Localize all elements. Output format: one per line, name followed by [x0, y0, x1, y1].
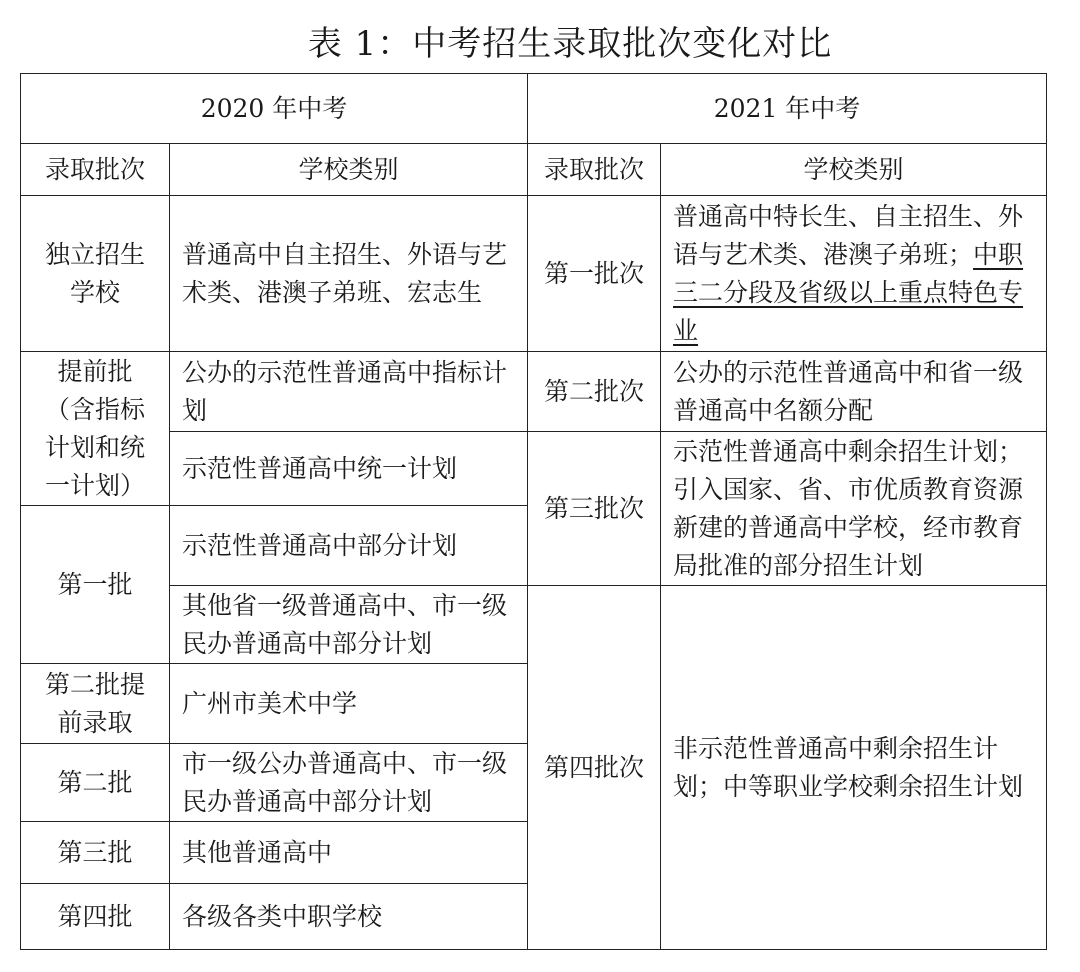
school-2021-cell [661, 196, 1047, 352]
batch-2021-cell: 第四批次 [528, 586, 661, 950]
column-header-batch-2021: 录取批次 [528, 144, 661, 196]
header-2020: 2020 年中考 [21, 74, 528, 144]
school-2020-cell: 广州市美术中学 [170, 664, 528, 744]
batch-2020-cell: 提前批（含指标计划和统一计划） [21, 352, 170, 506]
column-header-batch-2020: 录取批次 [21, 144, 170, 196]
table-row [21, 586, 1047, 664]
school-2020-cell: 示范性普通高中统一计划 [170, 432, 528, 506]
school-2020-cell: 其他省一级普通高中、市一级民办普通高中部分计划 [170, 586, 528, 664]
batch-2020-cell: 独立招生学校 [21, 196, 170, 352]
header-2021: 2021 年中考 [528, 74, 1047, 144]
batch-2020-cell: 第二批提前录取 [21, 664, 170, 744]
batch-2020-cell: 第四批 [21, 884, 170, 950]
table-row [21, 352, 1047, 432]
batch-2020-cell: 第二批 [21, 744, 170, 822]
school-2021-cell: 非示范性普通高中剩余招生计划；中等职业学校剩余招生计划 [661, 586, 1047, 950]
batch-2020-cell: 第一批 [21, 506, 170, 664]
school-2021-text: 普通高中特长生、自主招生、外语与艺术类、港澳子弟班； [673, 201, 1024, 269]
comparison-table [20, 73, 1047, 950]
batch-2021-cell: 第二批次 [528, 352, 661, 432]
school-2020-cell: 公办的示范性普通高中指标计划 [170, 352, 528, 432]
table-row [21, 196, 1047, 352]
batch-2021-cell: 第一批次 [528, 196, 661, 352]
year-header-row [21, 74, 1047, 144]
school-2021-underlined-text: 中职三二分段及省级以上重点特色专业 [673, 239, 1024, 345]
school-2020-cell: 普通高中自主招生、外语与艺术类、港澳子弟班、宏志生 [170, 196, 528, 352]
column-header-school-2021: 学校类别 [661, 144, 1047, 196]
batch-2020-cell: 第三批 [21, 822, 170, 884]
school-2021-cell: 示范性普通高中剩余招生计划；引入国家、省、市优质教育资源新建的普通高中学校，经市教育局批准的部分招生计划 [661, 432, 1047, 586]
column-header-row [21, 144, 1047, 196]
table-title: 表 1：中考招生录取批次变化对比 [307, 24, 833, 64]
table-row [21, 432, 1047, 506]
column-header-school-2020: 学校类别 [170, 144, 528, 196]
school-2020-cell: 示范性普通高中部分计划 [170, 506, 528, 586]
school-2020-cell: 各级各类中职学校 [170, 884, 528, 950]
school-2020-cell: 其他普通高中 [170, 822, 528, 884]
school-2020-cell: 市一级公办普通高中、市一级民办普通高中部分计划 [170, 744, 528, 822]
school-2021-cell: 公办的示范性普通高中和省一级普通高中名额分配 [661, 352, 1047, 432]
batch-2021-cell: 第三批次 [528, 432, 661, 586]
